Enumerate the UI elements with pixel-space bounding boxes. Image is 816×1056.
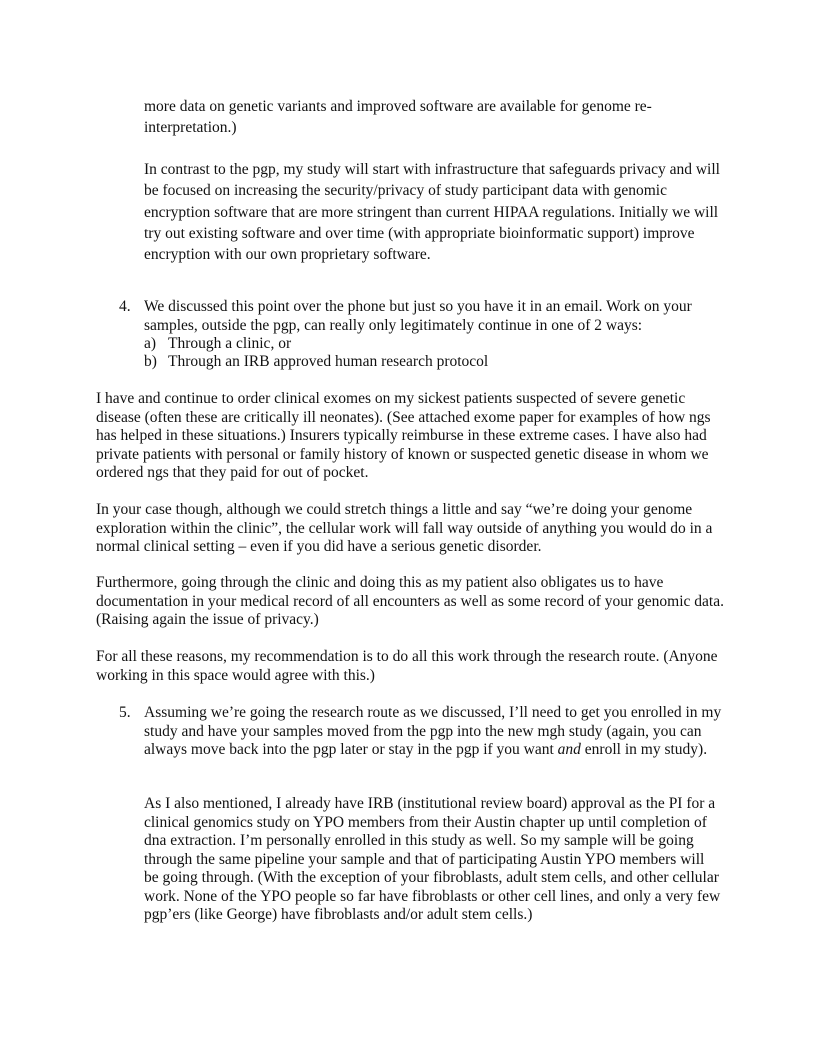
list-number-5: 5.: [119, 704, 131, 721]
list-number-4: 4.: [119, 298, 131, 315]
sublist-item-a: [144, 335, 291, 354]
sublist-label-a: a): [144, 335, 157, 352]
list-item-5-text-a: Assuming we’re going the research route as we discussed, I’ll need to get you enrolled in my study and have your samples moved from the pgp into the new mgh study (again, you can always move back into the pgp later or stay in the pgp if you want: [144, 704, 722, 758]
paragraph-contrast: In contrast to the pgp, my study will start with infrastructure that safeguards privacy and will be focused on increasing the security/privacy of study participant data with genomic encryption software that are more stringent than current HIPAA regulations. Initially we will try out existing software and over time (with appropriate bioinformatic support) improve encryption with our own proprietary software.: [144, 161, 720, 264]
list-item-5-text-b: enroll in my study).: [580, 741, 708, 758]
sublist-text-b: Through an IRB approved human research protocol: [168, 353, 489, 370]
paragraph-clinical-exomes: I have and continue to order clinical exomes on my sickest patients suspected of severe genetic disease (often these are critically ill neonates). (See attached exome paper for examples of how ngs has helped in these situations.) Insurers typically reimburse in these extreme cases. I have also had private patients with personal or family history of known or suspected genetic disease in whom we ordered ngs that they paid for out of pocket.: [96, 390, 711, 481]
paragraph-your-case: In your case though, although we could stretch things a little and say “we’re doing your genome exploration within the clinic”, the cellular work will fall way outside of anything you would do in a normal clinical setting – even if you did have a serious genetic disorder.: [96, 501, 713, 555]
sublist-item-b: [144, 353, 488, 372]
paragraph-recommendation: For all these reasons, my recommendation is to do all this work through the research route. (Anyone working in this space would agree with this.): [96, 648, 718, 684]
paragraph-irb-approval: As I also mentioned, I already have IRB (institutional review board) approval as the PI for a clinical genomics study on YPO members from their Austin chapter up until completion of dna extraction. I’m personally enrolled in this study as well. So my sample will be going through the same pipeline your sample and that of participating Austin YPO members will be going through. (With the exception of your fibroblasts, adult stem cells, and other cellular work. None of the YPO people so far have fibroblasts or other cell lines, and only a very few pgp’ers (like George) have fibroblasts and/or adult stem cells.): [144, 795, 721, 923]
paragraph-furthermore: Furthermore, going through the clinic and doing this as my patient also obligates us to have documentation in your medical record of all encounters as well as some record of your genomic data. (Raising again the issue of privacy.): [96, 574, 724, 628]
sublist-label-b: b): [144, 353, 157, 370]
list-item-5-emphasis: and: [557, 741, 581, 758]
sublist-text-a: Through a clinic, or: [168, 335, 292, 352]
paragraph-continuation: more data on genetic variants and improved software are available for genome re-interpretation.): [144, 98, 652, 137]
list-item-5-text: [144, 704, 722, 760]
list-item-4-text: We discussed this point over the phone but just so you have it in an email. Work on your samples, outside the pgp, can really only legitimately continue in one of 2 ways:: [144, 298, 692, 334]
